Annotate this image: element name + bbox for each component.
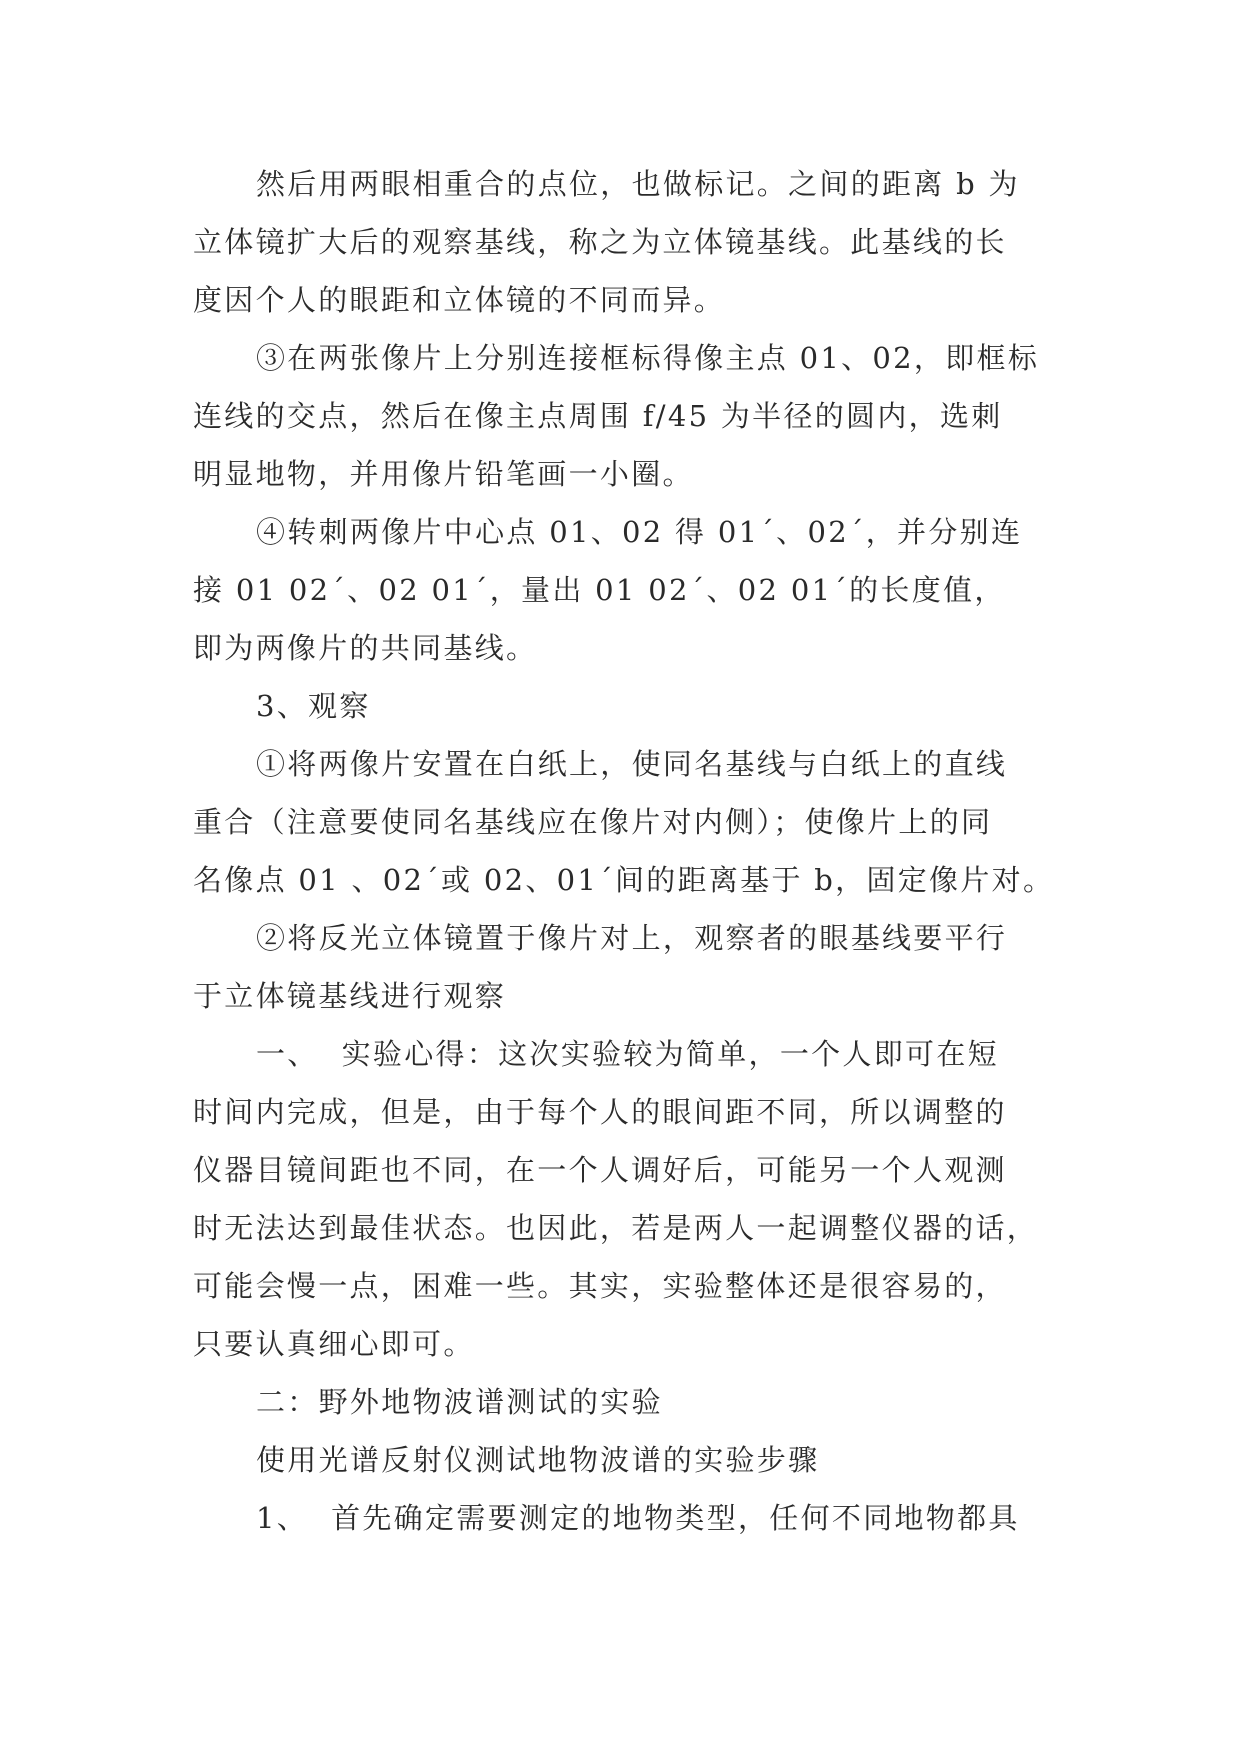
text-line: ①将两像片安置在白纸上，使同名基线与白纸上的直线: [256, 747, 1008, 781]
text-line: 一、 实验心得：这次实验较为简单，一个人即可在短: [256, 1037, 999, 1071]
text-line: 仪器目镜间距也不同，在一个人调好后，可能另一个人观测: [193, 1153, 1007, 1187]
text-line: 立体镜扩大后的观察基线，称之为立体镜基线。此基线的长: [193, 225, 1007, 259]
section-heading: 二：野外地物波谱测试的实验: [256, 1385, 663, 1419]
text-line: 时无法达到最佳状态。也因此，若是两人一起调整仪器的话，: [193, 1211, 1039, 1245]
text-line: 度因个人的眼距和立体镜的不同而异。: [193, 283, 726, 317]
text-line: 只要认真细心即可。: [193, 1327, 475, 1361]
text-line: 可能会慢一点，困难一些。其实，实验整体还是很容易的，: [193, 1269, 1007, 1303]
text-line: 连线的交点，然后在像主点周围 f/45 为半径的圆内，选刺: [193, 399, 1003, 433]
text-line: 使用光谱反射仪测试地物波谱的实验步骤: [256, 1443, 820, 1477]
text-line: 接 01 02ˊ、02 01ˊ，量出 01 02ˊ、02 01ˊ的长度值，: [193, 573, 1006, 607]
text-line: 名像点 01 、02ˊ或 02、01ˊ间的距离基于 b，固定像片对。: [193, 863, 1055, 897]
text-line: 时间内完成，但是，由于每个人的眼间距不同，所以调整的: [193, 1095, 1007, 1129]
text-line: 重合（注意要使同名基线应在像片对内侧）；使像片上的同: [193, 805, 993, 839]
text-line: ③在两张像片上分别连接框标得像主点 01、02，即框标: [256, 341, 1040, 375]
text-line: 即为两像片的共同基线。: [193, 631, 538, 665]
text-line: 1、 首先确定需要测定的地物类型，任何不同地物都具: [256, 1501, 1020, 1535]
section-heading: 3、观察: [256, 689, 371, 723]
text-line: 明显地物，并用像片铅笔画一小圈。: [193, 457, 694, 491]
text-line: ②将反光立体镜置于像片对上，观察者的眼基线要平行: [256, 921, 1008, 955]
text-line: 然后用两眼相重合的点位，也做标记。之间的距离 b 为: [256, 167, 1020, 201]
text-line: ④转刺两像片中心点 01、02 得 01ˊ、02ˊ，并分别连: [256, 515, 1023, 549]
text-line: 于立体镜基线进行观察: [193, 979, 507, 1013]
